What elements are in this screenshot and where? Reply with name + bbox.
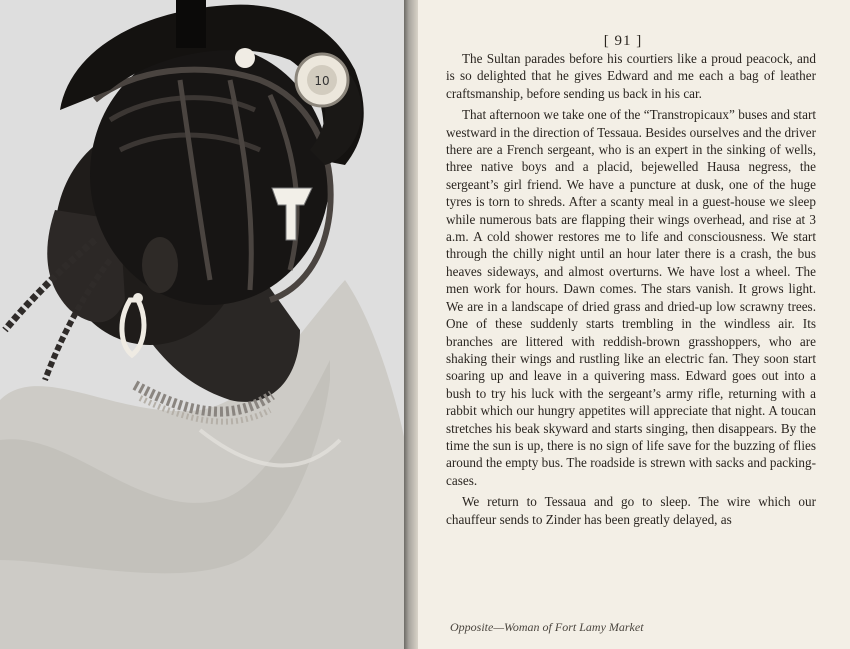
photograph-page — [0, 0, 410, 649]
paragraph: The Sultan parades before his courtiers like a proud peacock, and is so delighted that he gives Edward and me each a bag of leather craftsmanship, before sending us back in his car. — [446, 51, 816, 101]
ring-marking: 10 — [314, 74, 330, 88]
woman-portrait-photo — [0, 0, 410, 649]
page-number: [ 91 ] — [603, 33, 643, 49]
paragraph: That afternoon we take one of the “Transtropicaux” buses and start westward in the direction of Tessaua. Besides ourselves and the driver there are a French sergeant, who is an expert in the sinking of wells, three native boys and a placid, bejewelled Hausa negress, the sergeant’s girl friend. We have a puncture at dusk, one of the huge tyres is torn to shreds. After a scanty meal in a guest-house we sleep while numerous bats are flapping their wings overhead, and rise at 3 a.m. A cold shower restores me to life and consciousness. We start through the chilly night until an hour later there is a crash, the bus heaves sideways, and almost overturns. We have lost a wheel. The men work for hours. Dawn comes. The stars vanish. It grows light. We are in a landscape of dried grass and dried-up low scrawny trees. One of these suddenly starts trembling in the windless air. Its branches are littered with reddish-brown grasshoppers, who are shaking their wings and rustling like an electric fan. They soon start soaring up and leave in a quivering mass. Edward goes out into a bush to try his luck with the sergeant’s army rifle, returning with a rabbit which our hungry appetites will appreciate that night. A toucan stretches his beak skyward and starts singing, then disappears. By the time the sun is up, there is no sign of life save for the buzzing of flies around the empty bus. The roadside is strewn with sacks and packing-cases. — [446, 107, 816, 488]
book-gutter — [404, 0, 418, 649]
body-text — [446, 50, 816, 532]
text-page — [418, 0, 850, 649]
paragraph: We return to Tessaua and go to sleep. The wire which our chauffeur sends to Zinder has been greatly delayed, as — [446, 494, 816, 527]
photo-caption: Opposite—Woman of Fort Lamy Market — [450, 620, 644, 634]
